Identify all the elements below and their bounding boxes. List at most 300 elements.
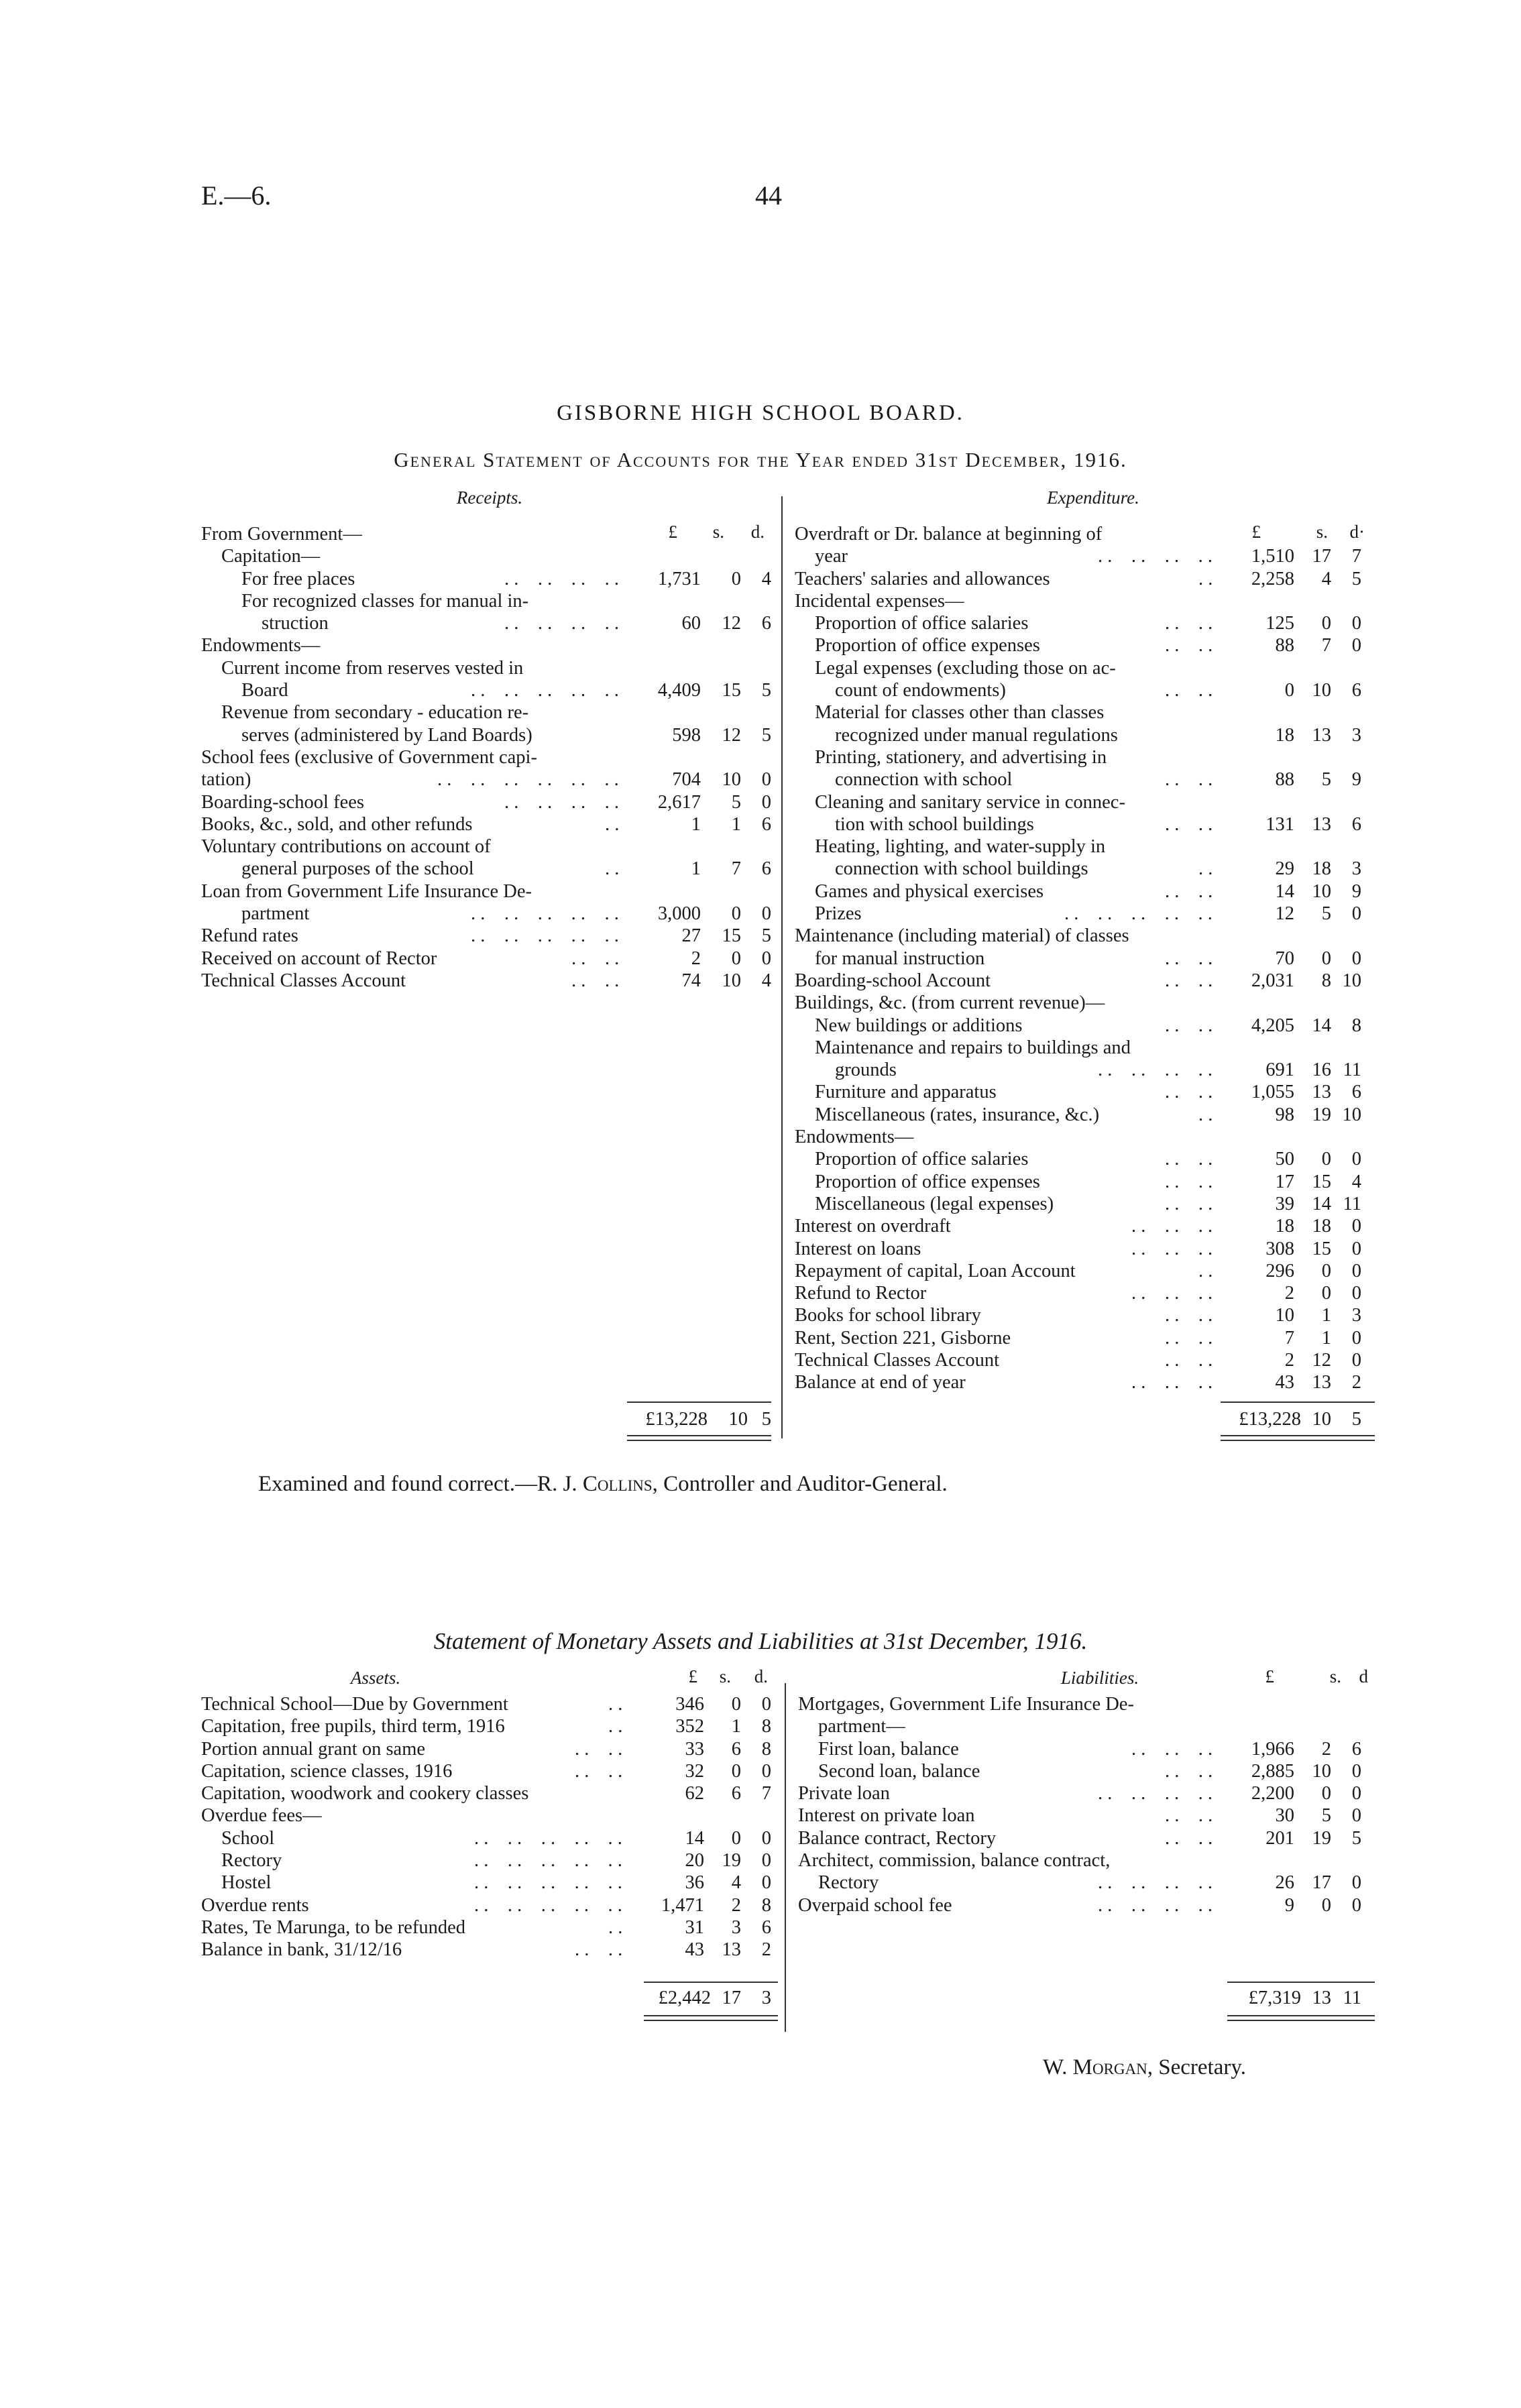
row-label: Capitation—: [221, 546, 321, 567]
row-label: Second loan, balance: [818, 1760, 980, 1782]
row-label: Interest on private loan: [798, 1805, 975, 1827]
pence-cell: 8: [1351, 1015, 1361, 1036]
table-row: [201, 724, 771, 746]
leader-dots: . . . . . . . .: [1098, 1894, 1213, 1916]
leader-dots: . . . .: [1165, 880, 1213, 902]
shillings-cell: 5: [1321, 769, 1331, 791]
expenditure-pound-head: £: [1251, 522, 1261, 542]
table-row: [795, 970, 1371, 992]
row-label: Proportion of office salaries: [815, 1149, 1029, 1170]
table-row: [795, 634, 1371, 656]
table-row: [795, 545, 1371, 567]
leader-dots: . . . . . . . . . .: [471, 903, 619, 925]
leader-dots: . . . .: [1165, 1349, 1213, 1371]
secretary-name: Morgan: [1072, 2055, 1147, 2079]
shillings-cell: 3: [731, 1916, 741, 1938]
liabilities-table: [798, 1693, 1375, 1916]
table-row: [201, 1760, 771, 1782]
pence-cell: 6: [761, 613, 771, 634]
liabilities-heading: Liabilities.: [1060, 1668, 1139, 1688]
pounds-cell: 88: [1275, 635, 1294, 656]
pence-cell: 0: [1351, 1872, 1361, 1894]
table-row: [795, 925, 1371, 947]
leader-dots: . . . .: [1165, 1827, 1213, 1849]
shillings-cell: 0: [1321, 1783, 1331, 1804]
table-row: [201, 634, 771, 656]
shillings-cell: 12: [1312, 1349, 1331, 1371]
table-row: [795, 948, 1371, 970]
assets-total-double-rule: [644, 2015, 778, 2021]
statement-subtitle: General Statement of Accounts for the Year ended 31st December, 1916.: [394, 448, 1127, 471]
shillings-cell: 15: [722, 925, 741, 947]
row-label: Balance in bank, 31/12/16: [201, 1939, 402, 1961]
leader-dots: . . . .: [1165, 1193, 1213, 1214]
leader-dots: . . . . . . . . . .: [474, 1894, 622, 1916]
table-row: [795, 1215, 1371, 1237]
row-label: count of endowments): [835, 680, 1006, 701]
table-row: [201, 791, 771, 813]
pence-cell: 5: [1351, 1827, 1361, 1849]
pence-cell: 9: [1351, 769, 1361, 791]
leader-dots: . . . . . . . . . .: [471, 680, 619, 701]
shillings-cell: 15: [1312, 1171, 1331, 1192]
page-number: 44: [755, 180, 782, 211]
leader-dots: . . . .: [1165, 1171, 1213, 1192]
leader-dots: . . . .: [1165, 948, 1213, 969]
leader-dots: . . . .: [1165, 1327, 1213, 1349]
row-label: Teachers' salaries and allowances: [795, 568, 1050, 589]
expenditure-total: [795, 1408, 1371, 1430]
pence-cell: 3: [1351, 858, 1361, 880]
leader-dots: . . . .: [1165, 1149, 1213, 1170]
shillings-cell: 1: [731, 1716, 741, 1737]
shillings-cell: 13: [722, 1939, 741, 1961]
table-row: [201, 880, 771, 903]
table-row: [795, 1327, 1371, 1349]
row-label: connection with school: [835, 769, 1013, 791]
leader-dots: . . . .: [1165, 1015, 1213, 1036]
leader-dots: . . . . . . . .: [504, 791, 619, 813]
leader-dots: . . . .: [571, 948, 620, 969]
pounds-cell: 1,510: [1251, 546, 1294, 567]
pounds-cell: 2: [691, 948, 701, 969]
pence-cell: 10: [1342, 1104, 1361, 1125]
table-row: [798, 1804, 1375, 1827]
table-row: [201, 903, 771, 925]
table-row: [798, 1827, 1375, 1849]
pence-cell: 0: [1351, 1783, 1361, 1804]
pence-cell: 0: [761, 1850, 771, 1872]
shillings-cell: 18: [1312, 858, 1331, 880]
table-row: [201, 701, 771, 724]
audit-note: Examined and found correct.—R. J. Collins, Controller and Auditor-General.: [258, 1472, 948, 1496]
assets-pound-head: £: [688, 1666, 697, 1686]
leader-dots: . .: [605, 813, 620, 835]
receipts-total-double-rule: [627, 1435, 771, 1441]
pounds-cell: 60: [681, 613, 701, 634]
table-row: [201, 612, 771, 634]
table-row: [795, 701, 1371, 724]
pence-cell: 5: [761, 680, 771, 701]
row-label: Portion annual grant on same: [201, 1738, 426, 1760]
leader-dots: . . . . . . . .: [504, 568, 619, 589]
pounds-cell: 2,258: [1251, 568, 1294, 589]
row-label: Interest on overdraft: [795, 1216, 951, 1237]
row-label: Revenue from secondary - education re-: [221, 702, 529, 724]
shillings-cell: 0: [731, 948, 741, 969]
table-row: [201, 1827, 771, 1849]
shillings-cell: 1: [1321, 1327, 1331, 1349]
expenditure-d-head: d·: [1349, 522, 1365, 542]
leader-dots: . .: [608, 1916, 623, 1938]
pence-cell: 7: [1351, 546, 1361, 567]
pounds-cell: 7: [1284, 1327, 1294, 1349]
receipts-total-shillings: 10: [728, 1409, 748, 1430]
pence-cell: 0: [1351, 1894, 1361, 1916]
monetary-title: Statement of Monetary Assets and Liabilities at 31st December, 1916.: [433, 1628, 1088, 1654]
shillings-cell: 15: [1312, 1238, 1331, 1259]
pounds-cell: 1: [691, 858, 701, 880]
expenditure-total-shillings: 10: [1312, 1409, 1331, 1430]
pounds-cell: 27: [681, 925, 701, 947]
table-row: [795, 791, 1371, 813]
pence-cell: 0: [1351, 1238, 1361, 1259]
row-label: Books, &c., sold, and other refunds: [201, 813, 473, 835]
row-label: recognized under manual regulations: [835, 724, 1118, 746]
shillings-cell: 6: [731, 1738, 741, 1760]
pence-cell: 0: [761, 791, 771, 813]
receipts-pound-head: £: [668, 522, 677, 542]
pence-cell: 6: [1351, 1082, 1361, 1103]
table-row: [798, 1782, 1375, 1804]
table-row: [795, 880, 1371, 903]
leader-dots: . . . . . .: [1131, 1283, 1213, 1304]
row-label: Buildings, &c. (from current revenue)—: [795, 992, 1105, 1014]
liabilities-total-pence: 11: [1343, 1988, 1361, 2008]
row-label: tation): [201, 769, 251, 791]
row-label: Furniture and apparatus: [815, 1082, 997, 1103]
receipts-table: [201, 523, 771, 992]
table-row: [201, 858, 771, 880]
table-row: [795, 724, 1371, 746]
pence-cell: 7: [761, 1783, 771, 1804]
leader-dots: . . . . . . . .: [504, 613, 619, 634]
row-label: Books for school library: [795, 1305, 981, 1326]
pounds-cell: 17: [1275, 1171, 1294, 1192]
pounds-cell: 50: [1275, 1149, 1294, 1170]
pence-cell: 6: [1351, 680, 1361, 701]
monetary-divider: [785, 1683, 786, 2032]
statement-divider: [781, 496, 783, 1438]
shillings-cell: 12: [722, 724, 741, 746]
pence-cell: 2: [761, 1939, 771, 1961]
pounds-cell: 352: [675, 1716, 704, 1737]
table-row: [795, 768, 1371, 791]
row-label: Proportion of office expenses: [815, 635, 1040, 656]
liabilities-total-double-rule: [1227, 2015, 1375, 2021]
shillings-cell: 19: [722, 1850, 741, 1872]
row-label: New buildings or additions: [815, 1015, 1023, 1036]
row-label: struction: [262, 613, 329, 634]
row-label: Rectory: [818, 1872, 879, 1894]
row-label: partment—: [818, 1716, 905, 1737]
shillings-cell: 0: [1321, 1149, 1331, 1170]
liabilities-d-head: d: [1359, 1666, 1368, 1686]
pounds-cell: 598: [672, 724, 701, 746]
table-row: [201, 1916, 771, 1939]
row-label: Games and physical exercises: [815, 880, 1044, 902]
pence-cell: 0: [1351, 1149, 1361, 1170]
pence-cell: 0: [1351, 948, 1361, 969]
liabilities-total-shillings: 13: [1312, 1988, 1331, 2008]
row-label: year: [815, 546, 848, 567]
table-row: [201, 545, 771, 567]
leader-dots: . .: [605, 858, 620, 880]
pounds-cell: 2: [1284, 1283, 1294, 1304]
shillings-cell: 0: [1321, 1894, 1331, 1916]
shillings-cell: 0: [731, 568, 741, 589]
receipts-total-pounds: £13,228: [645, 1409, 708, 1430]
table-row: [795, 568, 1371, 590]
receipts-total: [201, 1408, 771, 1430]
leader-dots: . . . . . . . . . .: [474, 1827, 622, 1849]
pence-cell: 0: [1351, 1283, 1361, 1304]
auditor-name: Collins: [582, 1472, 653, 1496]
table-row: [795, 813, 1371, 836]
pence-cell: 0: [1351, 613, 1361, 634]
row-label: general purposes of the school: [241, 858, 474, 880]
pounds-cell: 296: [1265, 1260, 1294, 1281]
row-label: grounds: [835, 1059, 897, 1081]
expenditure-heading: Expenditure.: [1047, 488, 1139, 508]
row-label: Technical School—Due by Government: [201, 1694, 508, 1715]
assets-heading: Assets.: [350, 1668, 401, 1688]
pounds-cell: 201: [1265, 1827, 1294, 1849]
row-label: Proportion of office expenses: [815, 1171, 1040, 1192]
row-label: Overdraft or Dr. balance at beginning of: [795, 524, 1103, 544]
row-label: Hostel: [221, 1872, 272, 1894]
row-label: For free places: [241, 568, 355, 589]
pounds-cell: 2,200: [1251, 1783, 1294, 1804]
leader-dots: . .: [1198, 568, 1213, 589]
table-row: [795, 657, 1371, 679]
shillings-cell: 15: [722, 680, 741, 701]
row-label: For recognized classes for manual in-: [241, 590, 529, 612]
pence-cell: 0: [761, 948, 771, 969]
expenditure-total-pounds: £13,228: [1239, 1409, 1301, 1430]
leader-dots: . . . .: [1165, 1305, 1213, 1326]
row-label: Current income from reserves vested in: [221, 657, 524, 679]
row-label: Rent, Section 221, Gisborne: [795, 1327, 1011, 1349]
table-row: [795, 1171, 1371, 1193]
pounds-cell: 1,055: [1251, 1082, 1294, 1103]
pence-cell: 2: [1351, 1372, 1361, 1393]
table-row: [795, 1282, 1371, 1304]
pounds-cell: 70: [1275, 948, 1294, 969]
assets-total-pence: 3: [761, 1988, 771, 2008]
leader-dots: . . . .: [571, 970, 620, 991]
leader-dots: . . . . . .: [1131, 1372, 1213, 1393]
leader-dots: . . . . . . . . . . . .: [437, 769, 619, 791]
pence-cell: 8: [761, 1738, 771, 1760]
expenditure-s-head: s.: [1316, 522, 1328, 542]
row-label: Board: [241, 680, 288, 701]
pence-cell: 0: [1351, 1805, 1361, 1827]
shillings-cell: 4: [1321, 568, 1331, 589]
row-label: Legal expenses (excluding those on ac-: [815, 657, 1116, 679]
pence-cell: 8: [761, 1894, 771, 1916]
pence-cell: 0: [1351, 1327, 1361, 1349]
pounds-cell: 1,731: [657, 568, 701, 589]
shillings-cell: 0: [731, 1827, 741, 1849]
leader-dots: . . . .: [1165, 613, 1213, 634]
pounds-cell: 43: [685, 1939, 704, 1961]
shillings-cell: 19: [1312, 1827, 1331, 1849]
shillings-cell: 2: [731, 1894, 741, 1916]
table-row: [795, 679, 1371, 701]
table-row: [201, 970, 771, 992]
page-code: E.—6.: [201, 180, 272, 211]
pounds-cell: 32: [685, 1760, 704, 1782]
pounds-cell: 20: [685, 1850, 704, 1872]
pence-cell: 0: [761, 1872, 771, 1894]
row-label: Boarding-school fees: [201, 791, 364, 813]
pence-cell: 4: [761, 568, 771, 589]
pounds-cell: 36: [685, 1872, 704, 1894]
pounds-cell: 10: [1275, 1305, 1294, 1326]
assets-table: [201, 1693, 771, 1961]
pounds-cell: 691: [1265, 1059, 1294, 1081]
shillings-cell: 14: [1312, 1015, 1331, 1036]
assets-d-head: d.: [754, 1666, 768, 1686]
row-label: Maintenance and repairs to buildings and: [815, 1037, 1131, 1058]
row-label: Refund to Rector: [795, 1283, 927, 1304]
leader-dots: . . . .: [575, 1760, 623, 1782]
pounds-cell: 346: [675, 1694, 704, 1715]
expenditure-total-rule: [1221, 1401, 1375, 1403]
row-label: Printing, stationery, and advertising in: [815, 746, 1107, 768]
pounds-cell: 4,409: [657, 680, 701, 701]
pounds-cell: 2,885: [1251, 1760, 1294, 1782]
table-row: [201, 657, 771, 679]
leader-dots: . .: [1198, 1260, 1213, 1281]
table-row: [795, 1059, 1371, 1081]
table-row: [201, 1939, 771, 1961]
pounds-cell: 0: [1284, 680, 1294, 701]
pounds-cell: 1,966: [1251, 1738, 1294, 1760]
leader-dots: . . . .: [1165, 1760, 1213, 1782]
shillings-cell: 13: [1312, 724, 1331, 746]
pounds-cell: 704: [672, 769, 701, 791]
pence-cell: 6: [1351, 813, 1361, 835]
pence-cell: 0: [761, 1694, 771, 1715]
shillings-cell: 0: [1321, 1283, 1331, 1304]
table-row: [201, 746, 771, 768]
pounds-cell: 125: [1265, 613, 1294, 634]
shillings-cell: 17: [1312, 546, 1331, 567]
pounds-cell: 31: [685, 1916, 704, 1938]
row-label: Overdue fees—: [201, 1805, 322, 1827]
leader-dots: . . . . . .: [1131, 1238, 1213, 1259]
shillings-cell: 19: [1312, 1104, 1331, 1125]
row-label: Prizes: [815, 903, 862, 925]
pence-cell: 4: [761, 970, 771, 991]
pounds-cell: 2: [1284, 1349, 1294, 1371]
row-label: Voluntary contributions on account of: [201, 836, 491, 858]
table-row: [795, 1238, 1371, 1260]
leader-dots: . . . . . .: [1131, 1216, 1213, 1237]
leader-dots: . . . . . . . . . .: [471, 925, 619, 947]
leader-dots: . . . .: [1165, 970, 1213, 991]
row-label: Balance at end of year: [795, 1372, 966, 1393]
row-label: Capitation, science classes, 1916: [201, 1760, 453, 1782]
shillings-cell: 0: [731, 1694, 741, 1715]
pounds-cell: 62: [685, 1783, 704, 1804]
table-row: [795, 1349, 1371, 1371]
shillings-cell: 10: [1312, 680, 1331, 701]
row-label: Refund rates: [201, 925, 298, 947]
table-row: [201, 836, 771, 858]
table-row: [795, 1104, 1371, 1126]
liabilities-total: [798, 1987, 1375, 2009]
row-label: serves (administered by Land Boards): [241, 724, 532, 746]
pounds-cell: 98: [1275, 1104, 1294, 1125]
row-label: Material for classes other than classes: [815, 702, 1105, 724]
row-label: Miscellaneous (rates, insurance, &c.): [815, 1104, 1100, 1125]
table-row: [795, 992, 1371, 1014]
assets-total-shillings: 17: [722, 1988, 741, 2008]
pence-cell: 11: [1343, 1193, 1361, 1214]
row-label: Boarding-school Account: [795, 970, 991, 991]
pounds-cell: 29: [1275, 858, 1294, 880]
leader-dots: . . . .: [1165, 769, 1213, 791]
shillings-cell: 0: [1321, 613, 1331, 634]
leader-dots: . . . . . . . .: [1098, 1872, 1213, 1894]
pounds-cell: 1: [691, 813, 701, 835]
table-row: [201, 1804, 771, 1827]
shillings-cell: 6: [731, 1783, 741, 1804]
shillings-cell: 14: [1312, 1193, 1331, 1214]
leader-dots: . . . .: [1165, 680, 1213, 701]
table-row: [795, 858, 1371, 880]
shillings-cell: 10: [722, 970, 741, 991]
table-row: [795, 523, 1371, 545]
pounds-cell: 2,617: [657, 791, 701, 813]
expenditure-total-double-rule: [1221, 1435, 1375, 1441]
pounds-cell: 18: [1275, 1216, 1294, 1237]
shillings-cell: 5: [731, 791, 741, 813]
assets-total: [201, 1987, 771, 2009]
row-label: Interest on loans: [795, 1238, 921, 1259]
row-label: Architect, commission, balance contract,: [798, 1850, 1111, 1872]
pence-cell: 0: [1351, 1349, 1361, 1371]
leader-dots: . .: [1198, 858, 1213, 880]
table-row: [201, 590, 771, 612]
shillings-cell: 13: [1312, 1372, 1331, 1393]
pence-cell: 5: [1351, 568, 1361, 589]
pence-cell: 5: [761, 925, 771, 947]
pounds-cell: 14: [685, 1827, 704, 1849]
receipts-total-pence: 5: [761, 1409, 771, 1430]
table-row: [795, 1015, 1371, 1037]
shillings-cell: 0: [1321, 1260, 1331, 1281]
pounds-cell: 12: [1275, 903, 1294, 925]
shillings-cell: 0: [1321, 948, 1331, 969]
table-row: [201, 1738, 771, 1760]
shillings-cell: 0: [731, 1760, 741, 1782]
shillings-cell: 1: [1321, 1305, 1331, 1326]
shillings-cell: 10: [1312, 1760, 1331, 1782]
